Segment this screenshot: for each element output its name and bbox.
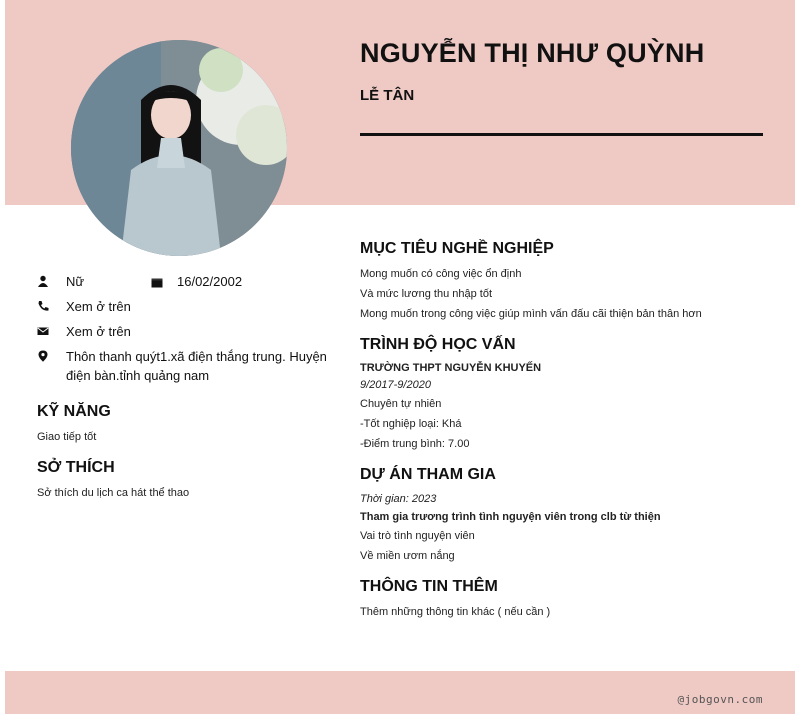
left-column bbox=[37, 272, 337, 503]
education-line: -Tốt nghiệp loại: Khá bbox=[360, 418, 462, 430]
dob-value: 16/02/2002 bbox=[177, 274, 243, 289]
education-line: Chuyên tự nhiên bbox=[360, 398, 442, 410]
address-value: Thôn thanh quýt1.xã điện thắng trung. Huyện điện bàn.tỉnh quảng nam bbox=[66, 349, 327, 383]
objective-section bbox=[360, 240, 770, 324]
objective-title: MỤC TIÊU NGHỀ NGHIỆP bbox=[360, 240, 554, 257]
phone-value: Xem ở trên bbox=[66, 299, 131, 314]
project-name: Tham gia trương trình tình nguyện viên trong clb từ thiện bbox=[360, 511, 661, 523]
gender-value: Nữ bbox=[66, 274, 85, 289]
header-divider bbox=[360, 133, 763, 136]
project-time: Thời gian: 2023 bbox=[360, 493, 437, 505]
email-row bbox=[37, 322, 337, 341]
projects-section bbox=[360, 466, 770, 566]
extra-info-title: THÔNG TIN THÊM bbox=[360, 578, 498, 595]
education-section bbox=[360, 336, 770, 454]
profile-photo bbox=[71, 40, 287, 256]
objective-line: Mong muốn có công việc ổn định bbox=[360, 268, 522, 280]
school-name: TRƯỜNG THPT NGUYỄN KHUYẾN bbox=[360, 362, 542, 374]
address-row bbox=[37, 347, 337, 385]
user-icon bbox=[37, 274, 49, 288]
profile-photo-image bbox=[71, 40, 287, 256]
calendar-icon bbox=[151, 276, 163, 290]
candidate-name: NGUYỄN THỊ NHƯ QUỲNH bbox=[360, 38, 705, 68]
hobbies-title: SỞ THÍCH bbox=[37, 459, 115, 476]
extra-info-section bbox=[360, 578, 770, 622]
objective-line: Và mức lương thu nhập tốt bbox=[360, 288, 493, 300]
resume-sheet bbox=[5, 0, 795, 714]
gender-row bbox=[37, 272, 337, 291]
education-period: 9/2017-9/2020 bbox=[360, 379, 431, 391]
job-title: LỄ TÂN bbox=[360, 87, 415, 104]
phone-icon bbox=[37, 299, 49, 313]
right-column bbox=[360, 240, 770, 634]
footer-brand: @jobgovn.com bbox=[677, 693, 763, 706]
education-title: TRÌNH ĐỘ HỌC VẤN bbox=[360, 336, 516, 353]
education-line: -Điểm trung bình: 7.00 bbox=[360, 438, 470, 450]
hobby-item: Sở thích du lịch ca hát thể thao bbox=[37, 487, 190, 499]
email-value: Xem ở trên bbox=[66, 324, 131, 339]
skill-item: Giao tiếp tốt bbox=[37, 431, 97, 443]
project-line: Vai trò tình nguyện viên bbox=[360, 530, 475, 542]
objective-line: Mong muốn trong công việc giúp mình vấn đấu cãi thiện bản thân hơn bbox=[360, 308, 702, 320]
extra-info-line: Thêm những thông tin khác ( nếu cần ) bbox=[360, 606, 551, 618]
projects-title: DỰ ÁN THAM GIA bbox=[360, 466, 496, 483]
footer-band bbox=[5, 671, 795, 714]
phone-row bbox=[37, 297, 337, 316]
mail-icon bbox=[37, 324, 49, 338]
skills-title: KỸ NĂNG bbox=[37, 403, 111, 420]
project-line: Về miền ươm nắng bbox=[360, 550, 455, 562]
location-pin-icon bbox=[37, 349, 49, 363]
dob-item bbox=[151, 272, 242, 291]
